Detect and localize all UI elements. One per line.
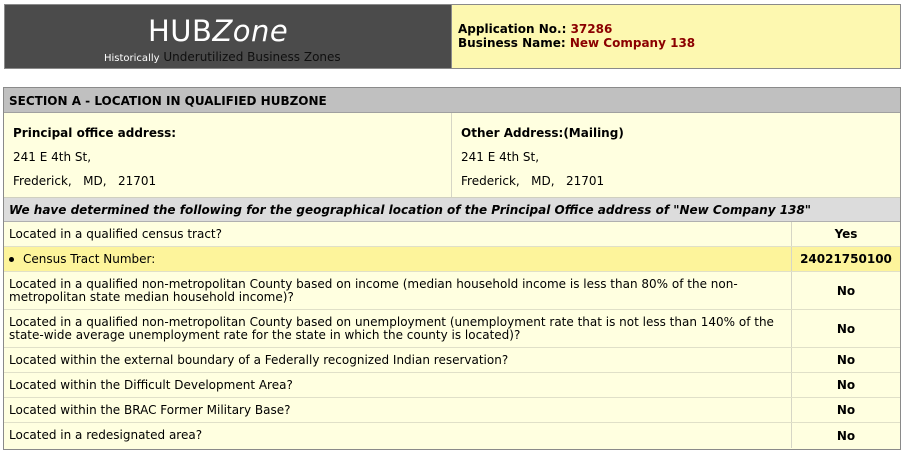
other-address-label: Other Address:(Mailing) <box>461 126 624 140</box>
table-row <box>4 373 900 398</box>
table-row-census-tract <box>4 247 900 272</box>
row-question: Located in a redesignated area? <box>4 423 792 448</box>
logo-title <box>148 14 288 48</box>
table-row <box>4 310 900 348</box>
table-row <box>4 348 900 373</box>
section-a <box>3 87 901 450</box>
row-question: Located in a qualified non-metropolitan County based on income (median household income is less than 80% of the non-metropolitan state median household income)? <box>4 272 792 309</box>
logo-hub-text: HUB <box>148 14 213 48</box>
bullet-icon <box>9 257 14 262</box>
row-answer: No <box>836 353 856 367</box>
table-row <box>4 222 900 247</box>
row-answer: No <box>836 321 856 336</box>
other-address-line1: 241 E 4th St, <box>461 150 540 164</box>
application-info <box>452 5 900 68</box>
section-a-title: SECTION A - LOCATION IN QUALIFIED HUBZONE <box>4 88 900 113</box>
business-name-value: New Company 138 <box>569 36 696 50</box>
logo-zone-text: Zone <box>212 14 289 48</box>
logo-subtitle <box>104 50 341 64</box>
row-answer: No <box>836 428 856 443</box>
census-tract-label: Census Tract Number: <box>23 251 156 266</box>
other-address-line2: Frederick, MD, 21701 <box>461 174 605 188</box>
application-number <box>458 22 900 36</box>
principal-address-label: Principal office address: <box>13 126 177 140</box>
logo-sub-rest: Underutilized Business Zones <box>163 50 341 64</box>
row-question <box>4 247 792 271</box>
business-name <box>458 36 900 50</box>
table-row <box>4 398 900 423</box>
row-question: Located within the BRAC Former Military Base? <box>4 398 792 422</box>
principal-address <box>4 113 452 197</box>
principal-address-line1: 241 E 4th St, <box>13 150 92 164</box>
row-answer: No <box>836 378 856 392</box>
row-question: Located within the external boundary of a Federally recognized Indian reservation? <box>4 348 792 372</box>
hubzone-logo <box>5 5 452 68</box>
app-no-label: Application No.: <box>458 22 567 36</box>
principal-address-line2: Frederick, MD, 21701 <box>13 174 157 188</box>
determination-heading: We have determined the following for the geographical location of the Principal Office address of "New Company 138" <box>4 198 900 222</box>
table-row <box>4 272 900 310</box>
logo-sub-historically: Historically <box>104 53 160 64</box>
app-no-value: 37286 <box>570 22 613 36</box>
row-answer: No <box>836 403 856 417</box>
row-question: Located in a qualified non-metropolitan County based on unemployment (unemployment rate that is not less than 140% of the state-wide average unemployment rate for the state in which the county is located)? <box>4 310 792 347</box>
other-address <box>452 113 624 197</box>
header <box>4 4 901 69</box>
row-question: Located in a qualified census tract? <box>4 222 792 246</box>
table-row <box>4 423 900 448</box>
business-name-label: Business Name: <box>458 36 566 50</box>
row-answer: Yes <box>834 227 858 241</box>
address-block <box>4 113 900 198</box>
row-question: Located within the Difficult Development Area? <box>4 373 792 397</box>
row-answer: No <box>836 283 856 298</box>
census-tract-value: 24021750100 <box>800 252 892 266</box>
